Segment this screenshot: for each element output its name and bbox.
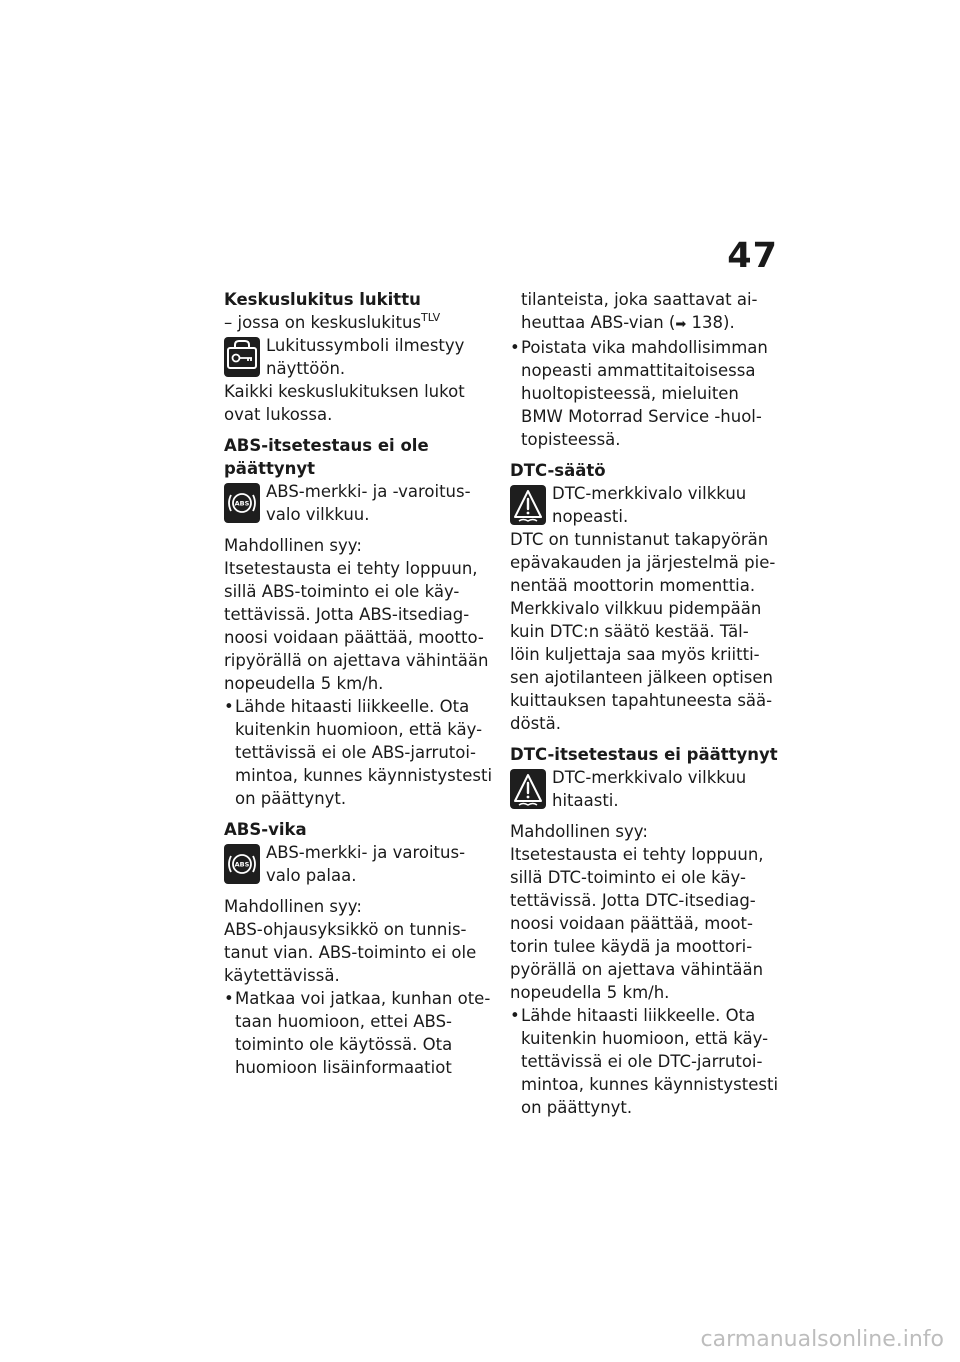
dtc-indicator-row bbox=[510, 482, 782, 528]
abs-fault-bullet-2: taan huomioon, ettei ABS- bbox=[235, 1012, 453, 1031]
dtc-selftest-body-8: nopeudella 5 km/h. bbox=[510, 983, 670, 1002]
abs-fault-body-4: käytettävissä. bbox=[224, 966, 340, 985]
abs-fault-body-2: ABS-ohjausyksikkö on tunnis- bbox=[224, 920, 467, 939]
dtc-selftest-body-1: Mahdollinen syy: bbox=[510, 822, 648, 841]
abs-warning-icon bbox=[224, 483, 260, 523]
bullet-dot: • bbox=[224, 989, 234, 1008]
abs-selftest-body-6: ripyörällä on ajettava vähintään bbox=[224, 651, 489, 670]
dtc-body-4: Merkkivalo vilkkuu pidempään bbox=[510, 599, 762, 618]
dtc-selftest-bullet bbox=[510, 1004, 782, 1119]
dtc-selftest-bullet-3: tettävissä ei ole DTC-jarrutoi- bbox=[521, 1052, 763, 1071]
dtc-selftest-body-6: torin tulee käydä ja moottori- bbox=[510, 937, 753, 956]
page-number: 47 bbox=[727, 236, 778, 276]
abs-selftest-body-4: tettävissä. Jotta ABS-itsediag- bbox=[224, 605, 470, 624]
continued-line-2: heuttaa ABS-vian (➡ 138). bbox=[521, 313, 735, 332]
abs-selftest-body-5: noosi voidaan päättää, mootto- bbox=[224, 628, 484, 647]
dtc-section bbox=[510, 459, 782, 735]
watermark[interactable]: carmanualsonline.info bbox=[700, 1327, 944, 1352]
dtc-body-7: sen ajotilanteen jälkeen optisen bbox=[510, 668, 774, 687]
dtc-selftest-indicator-row bbox=[510, 766, 782, 812]
dtc-heading: DTC-säätö bbox=[510, 461, 606, 480]
dtc-body-6: löin kuljettaja saa myös kriitti- bbox=[510, 645, 760, 664]
left-column bbox=[224, 288, 492, 1079]
dtc-warning-icon bbox=[510, 485, 546, 525]
svg-text:ABS: ABS bbox=[234, 860, 250, 869]
dtc-body-1: DTC on tunnistanut takapyörän bbox=[510, 530, 769, 549]
abs-fault-bullet-1: Matkaa voi jatkaa, kunhan ote- bbox=[235, 989, 491, 1008]
bullet-dot: • bbox=[510, 1006, 520, 1025]
abs-fault-section bbox=[224, 818, 492, 1079]
dtc-selftest-heading: DTC-itsetestaus ei päättynyt bbox=[510, 745, 778, 764]
abs-selftest-bullet-2: kuitenkin huomioon, että käy- bbox=[235, 720, 483, 739]
abs-selftest-section bbox=[224, 434, 492, 810]
dtc-selftest-indicator-text-2: hitaasti. bbox=[552, 791, 619, 810]
dtc-selftest-bullet-1: Lähde hitaasti liikkeelle. Ota bbox=[521, 1006, 756, 1025]
abs-fault-bullet-3: toiminto ole käytössä. Ota bbox=[235, 1035, 453, 1054]
option-superscript: TLV bbox=[421, 311, 441, 324]
abs-selftest-bullet-4: mintoa, kunnes käynnistystesti bbox=[235, 766, 493, 785]
dtc-selftest-bullet-5: on päättynyt. bbox=[521, 1098, 633, 1117]
svg-text:ABS: ABS bbox=[234, 499, 250, 508]
continued-line-1: tilanteista, joka saattavat ai- bbox=[521, 290, 758, 309]
service-bullet-4: BMW Motorrad Service -huol- bbox=[521, 407, 762, 426]
abs-fault-continued bbox=[510, 288, 782, 451]
dtc-selftest-section bbox=[510, 743, 782, 1119]
right-column bbox=[510, 288, 782, 1119]
abs-selftest-bullet-5: on päättynyt. bbox=[235, 789, 347, 808]
abs-selftest-bullet bbox=[224, 695, 492, 810]
dtc-selftest-body-5: noosi voidaan päättää, moot- bbox=[510, 914, 753, 933]
dtc-indicator-text-2: nopeasti. bbox=[552, 507, 629, 526]
bullet-dot: • bbox=[224, 697, 234, 716]
central-locking-heading: Keskuslukitus lukittu bbox=[224, 290, 421, 309]
dtc-body-8: kuittauksen tapahtuneesta sää- bbox=[510, 691, 773, 710]
abs-selftest-body-2: Itsetestausta ei tehty loppuun, bbox=[224, 559, 478, 578]
abs-selftest-heading-1: ABS-itsetestaus ei ole bbox=[224, 436, 429, 455]
dtc-selftest-body-4: tettävissä. Jotta DTC-itsediag- bbox=[510, 891, 756, 910]
dtc-selftest-bullet-4: mintoa, kunnes käynnistystesti bbox=[521, 1075, 779, 1094]
central-locking-body-1: Kaikki keskuslukituksen lukot bbox=[224, 382, 465, 401]
abs-selftest-body-7: nopeudella 5 km/h. bbox=[224, 674, 384, 693]
central-locking-body-2: ovat lukossa. bbox=[224, 405, 333, 424]
abs-selftest-indicator-text-2: valo vilkkuu. bbox=[266, 505, 370, 524]
abs-fault-indicator-row bbox=[224, 841, 492, 887]
dtc-body-9: döstä. bbox=[510, 714, 561, 733]
lock-indicator-text-1: Lukitussymboli ilmestyy bbox=[266, 336, 465, 355]
dtc-warning-icon bbox=[510, 769, 546, 809]
lock-indicator-row bbox=[224, 334, 492, 380]
service-bullet-5: topisteessä. bbox=[521, 430, 621, 449]
key-lock-icon bbox=[224, 337, 260, 377]
dtc-body-2: epävakauden ja järjestelmä pie- bbox=[510, 553, 776, 572]
abs-selftest-indicator-text-1: ABS-merkki- ja -varoitus- bbox=[266, 482, 471, 501]
dtc-body-5: kuin DTC:n säätö kestää. Täl- bbox=[510, 622, 749, 641]
central-locking-condition: – jossa on keskuslukitus$^{TLV}$ bbox=[224, 311, 441, 332]
dtc-selftest-body-2: Itsetestausta ei tehty loppuun, bbox=[510, 845, 764, 864]
abs-fault-bullet-4: huomioon lisäinformaatiot bbox=[235, 1058, 452, 1077]
abs-fault-body-1: Mahdollinen syy: bbox=[224, 897, 362, 916]
abs-selftest-heading-2: päättynyt bbox=[224, 459, 315, 478]
dtc-selftest-bullet-2: kuitenkin huomioon, että käy- bbox=[521, 1029, 769, 1048]
dtc-selftest-indicator-text-1: DTC-merkkivalo vilkkuu bbox=[552, 768, 747, 787]
abs-fault-body-3: tanut vian. ABS-toiminto ei ole bbox=[224, 943, 477, 962]
lock-indicator-text-2: näyttöön. bbox=[266, 359, 346, 378]
service-bullet-2: nopeasti ammattitaitoisessa bbox=[521, 361, 756, 380]
service-bullet bbox=[510, 336, 782, 451]
abs-fault-indicator-text-2: valo palaa. bbox=[266, 866, 357, 885]
page-reference-arrow-icon: ➡ bbox=[675, 317, 687, 332]
abs-fault-indicator-text-1: ABS-merkki- ja varoitus- bbox=[266, 843, 466, 862]
abs-selftest-bullet-3: tettävissä ei ole ABS-jarrutoi- bbox=[235, 743, 476, 762]
abs-fault-heading: ABS-vika bbox=[224, 820, 307, 839]
abs-selftest-body-1: Mahdollinen syy: bbox=[224, 536, 362, 555]
central-locking-section bbox=[224, 288, 492, 426]
abs-selftest-bullet-1: Lähde hitaasti liikkeelle. Ota bbox=[235, 697, 470, 716]
service-bullet-1: Poistata vika mahdollisimman bbox=[521, 338, 768, 357]
service-bullet-3: huoltopisteessä, mieluiten bbox=[521, 384, 739, 403]
dtc-indicator-text-1: DTC-merkkivalo vilkkuu bbox=[552, 484, 747, 503]
abs-warning-icon bbox=[224, 844, 260, 884]
abs-selftest-indicator-row bbox=[224, 480, 492, 526]
bullet-dot: • bbox=[510, 338, 520, 357]
dtc-body-3: nentää moottorin momenttia. bbox=[510, 576, 756, 595]
abs-selftest-body-3: sillä ABS-toiminto ei ole käy- bbox=[224, 582, 460, 601]
dtc-selftest-body-7: pyörällä on ajettava vähintään bbox=[510, 960, 764, 979]
dtc-selftest-body-3: sillä DTC-toiminto ei ole käy- bbox=[510, 868, 746, 887]
abs-fault-bullet bbox=[224, 987, 492, 1079]
